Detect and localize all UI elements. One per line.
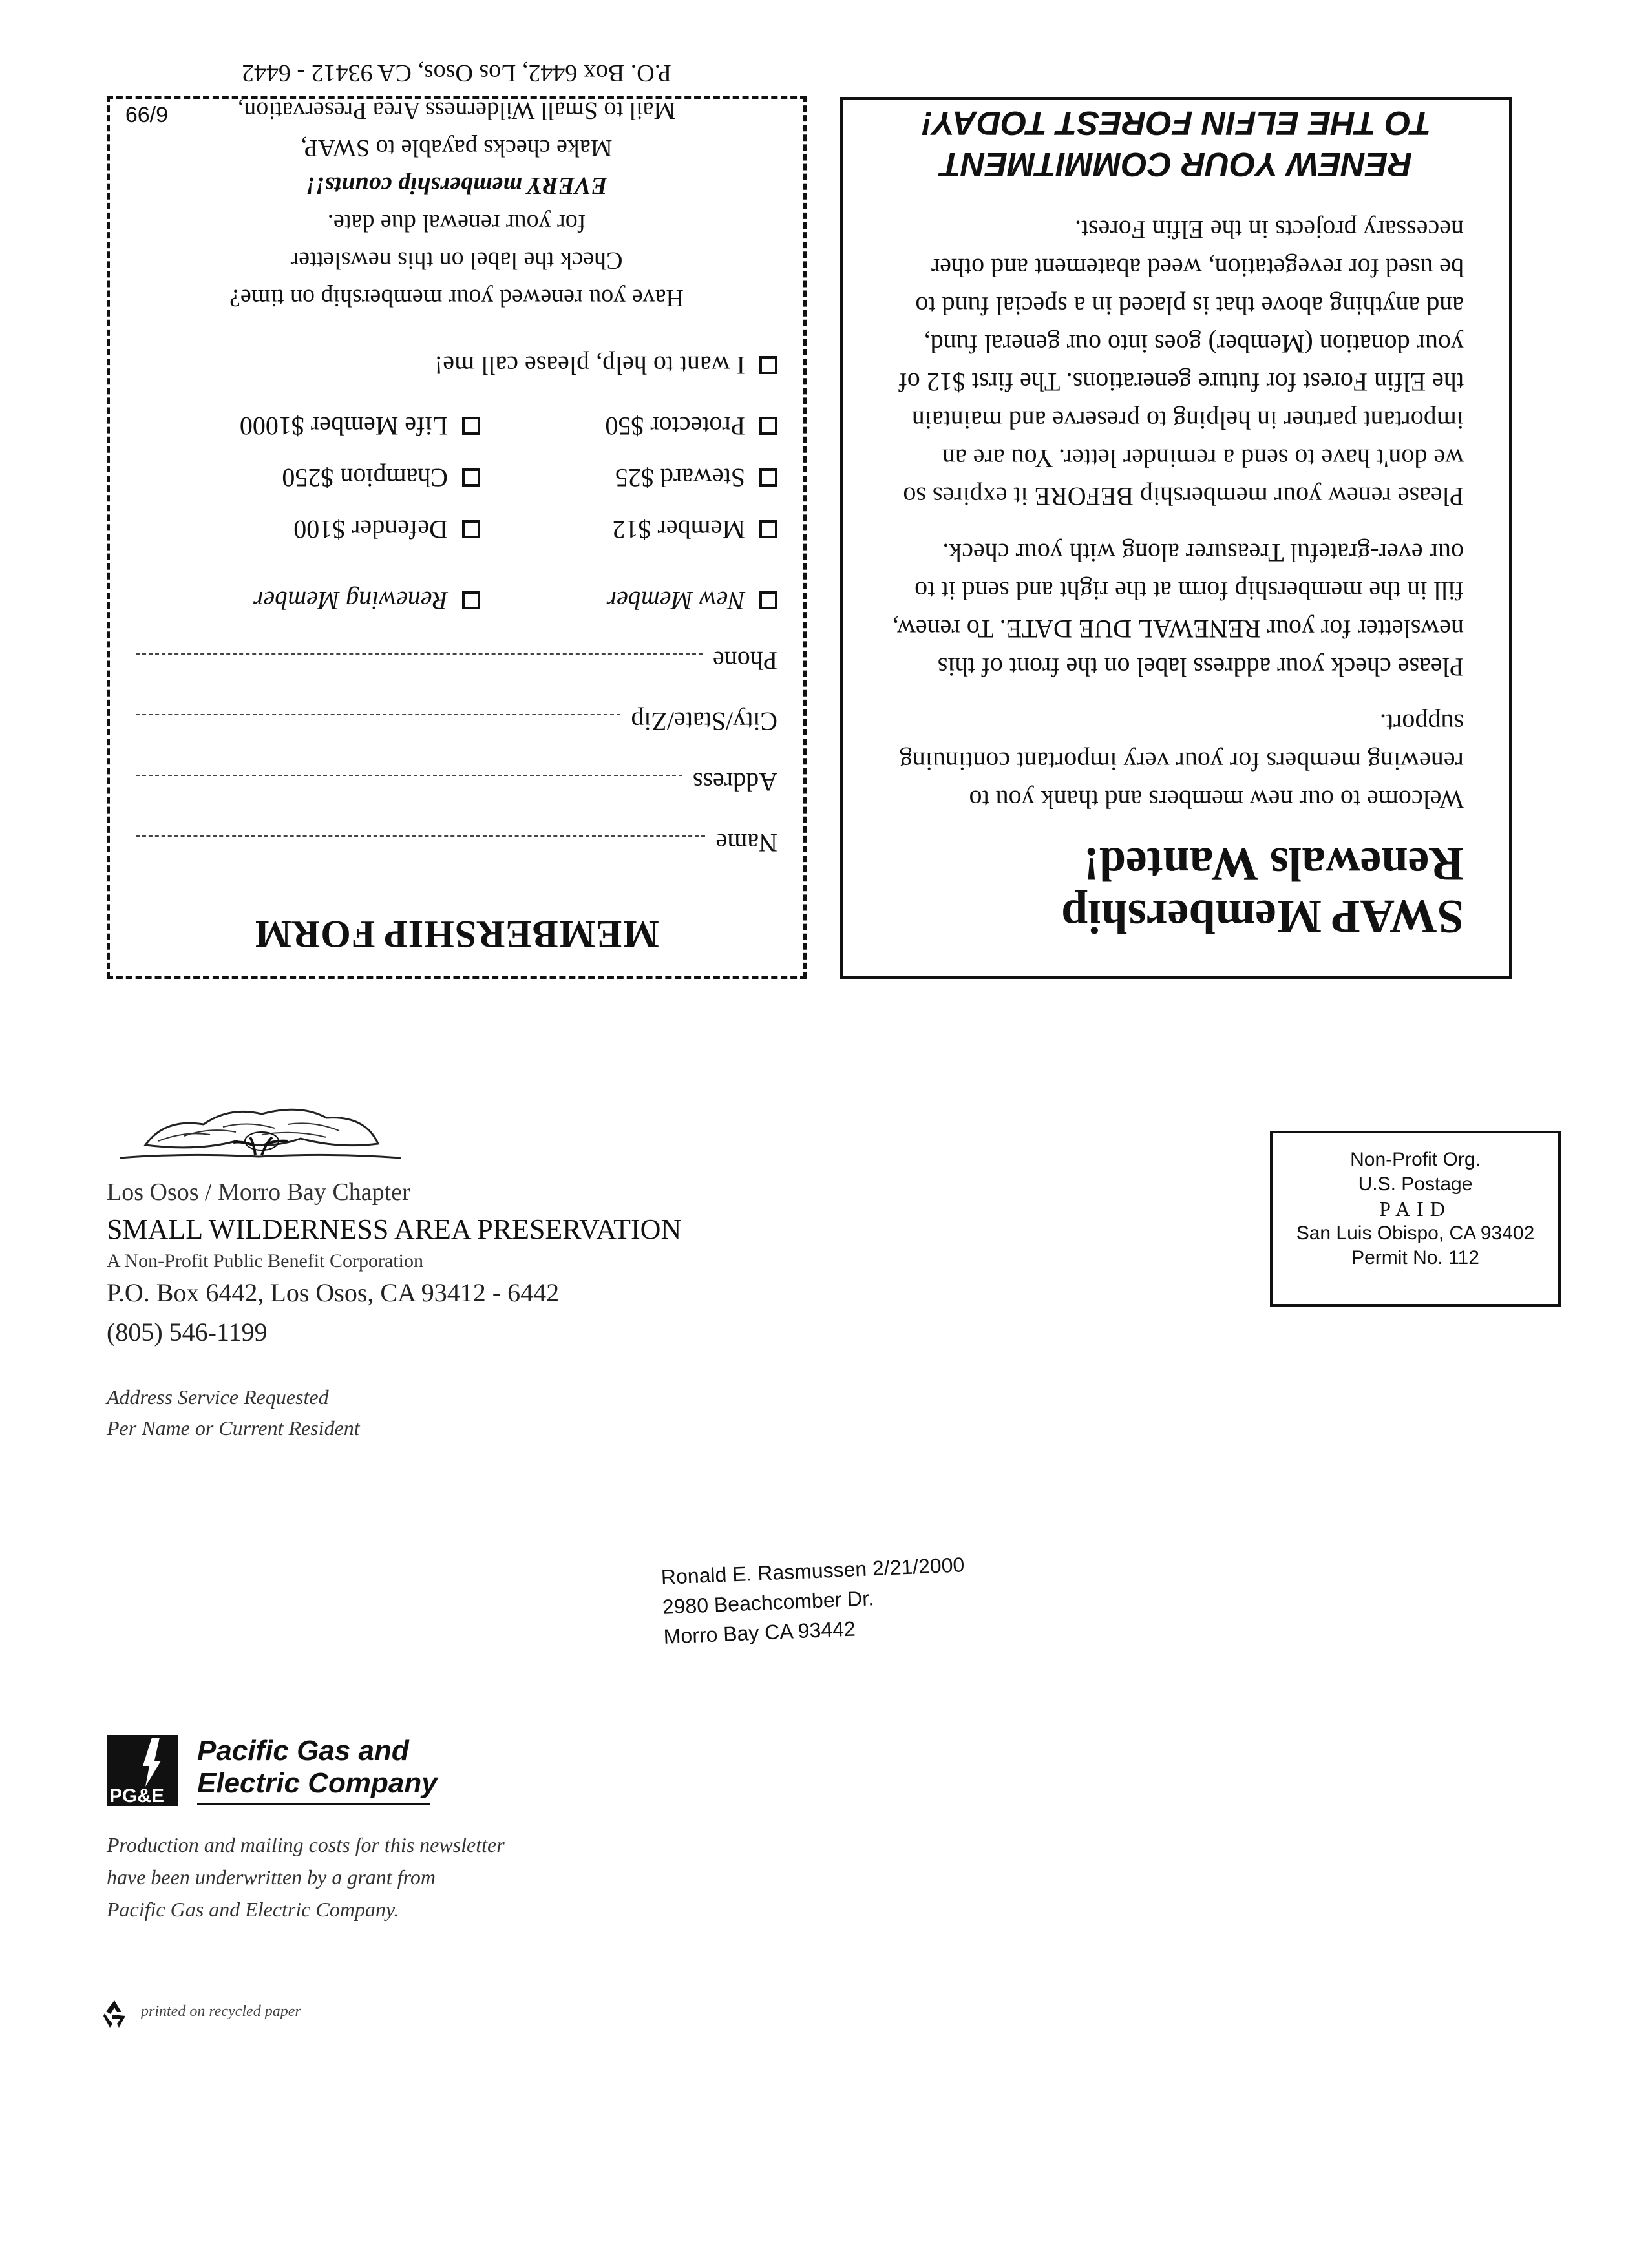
- sponsor-name-line2: Electric Company: [197, 1767, 438, 1799]
- note-line: Check the label on this newsletter: [290, 247, 623, 274]
- steward-level-checkbox[interactable]: Steward $25: [480, 458, 777, 497]
- renewing-member-checkbox[interactable]: Renewing Member: [183, 581, 480, 620]
- checkbox-icon: [462, 468, 480, 487]
- recipient-address-label: [660, 1549, 967, 1652]
- pge-logo-text: PG&E: [109, 1785, 165, 1806]
- name-field[interactable]: [136, 828, 777, 888]
- postage-line: San Luis Obispo, CA 93402: [1296, 1223, 1535, 1244]
- renewal-title-line1: SWAP Membership: [1061, 890, 1464, 943]
- note-line: for your renewal due date.: [327, 209, 586, 236]
- address-field-label: Address: [692, 768, 777, 797]
- sponsor-divider: [197, 1803, 430, 1805]
- help-checkbox[interactable]: I want to help, please call me!: [136, 350, 777, 381]
- city-state-zip-label: City/State/Zip: [631, 707, 777, 736]
- recycle-icon: [97, 1997, 132, 2032]
- postage-line: Non-Profit Org.: [1350, 1149, 1481, 1170]
- checkbox-icon: [759, 591, 777, 609]
- credit-line: have been underwritten by a grant from: [107, 1865, 436, 1889]
- renew-callout-line2: TO THE ELFIN FOREST TODAY!: [921, 104, 1431, 142]
- organization-phone: (805) 546-1199: [107, 1318, 268, 1347]
- postage-line: U.S. Postage: [1358, 1173, 1473, 1195]
- credit-line: Pacific Gas and Electric Company.: [107, 1898, 399, 1921]
- level-row: [136, 458, 777, 497]
- member-type-row: [136, 581, 777, 620]
- city-state-zip-field[interactable]: [136, 706, 777, 767]
- organization-type: A Non-Profit Public Benefit Corporation: [107, 1250, 423, 1272]
- pge-logo-icon: [107, 1735, 178, 1806]
- recipient-city: Morro Bay CA 93442: [663, 1617, 856, 1648]
- sponsor-name-line1: Pacific Gas and: [197, 1735, 409, 1767]
- note-line: Mail to Small Wilderness Area Preservation,: [237, 97, 676, 124]
- phone-field-label: Phone: [713, 646, 777, 675]
- checkbox-icon: [759, 520, 777, 538]
- postage-permit: Permit No. 112: [1351, 1247, 1479, 1268]
- recycled-paper-note: printed on recycled paper: [141, 2003, 301, 2020]
- checkbox-icon: [759, 357, 777, 375]
- checkbox-icon: [462, 591, 480, 609]
- renewal-paragraph: Please renew your membership BEFORE it expires so we don't have to send a reminder letter. You are an important partner in helping to preserve and maintain the Elfin Forest for future generations. The first $12 of your donation (Member) goes into our general fund, and anything above that is placed in a special fund to be used for revegetation, weed abatement and other necessary projects in the Elfin Forest.: [898, 215, 1464, 512]
- postage-indicia: [1270, 1131, 1561, 1307]
- renew-callout-line1: RENEW YOUR COMMITMENT: [940, 145, 1412, 184]
- renewal-reminder-note: [136, 54, 777, 317]
- phone-field[interactable]: [136, 646, 777, 706]
- renewal-paragraph: Welcome to our new members and thank you to renewing members for your very important continuing support.: [899, 709, 1464, 815]
- postage-paid: PAID: [1379, 1197, 1452, 1221]
- renewal-notice-title: [889, 837, 1464, 942]
- address-field[interactable]: [136, 767, 777, 828]
- recipient-name: Ronald E. Rasmussen 2/21/2000: [660, 1553, 965, 1589]
- renewal-notice-box: [840, 97, 1512, 979]
- membership-form-title: MEMBERSHIP FORM: [254, 913, 659, 956]
- membership-form-cutout: [107, 59, 807, 979]
- name-field-label: Name: [715, 828, 777, 857]
- form-id-label: 66/9: [125, 103, 169, 127]
- champion-level-checkbox[interactable]: Champion $250: [183, 458, 480, 497]
- checkbox-icon: [462, 520, 480, 538]
- life-member-level-checkbox[interactable]: Life Member $1000: [183, 406, 480, 445]
- member-level-checkbox[interactable]: Member $12: [480, 510, 777, 549]
- current-resident-line: Per Name or Current Resident: [107, 1416, 360, 1440]
- renewal-title-line2: Renewals Wanted!: [1083, 837, 1464, 890]
- chapter-name: Los Osos / Morro Bay Chapter: [107, 1179, 410, 1206]
- defender-level-checkbox[interactable]: Defender $100: [183, 510, 480, 549]
- oak-tree-logo: [107, 1098, 410, 1170]
- renewal-paragraph: Please check your address label on the front of this newsletter for your RENEWAL DUE DATE. To renew, fill in the membership form at the right and send it to our ever-grateful Treasurer along with your check.: [892, 538, 1464, 682]
- new-member-checkbox[interactable]: New Member: [480, 581, 777, 620]
- checkbox-icon: [462, 417, 480, 435]
- underwriting-credit: [107, 1829, 505, 1926]
- level-row: [136, 406, 777, 445]
- address-service-requested: Address Service Requested: [107, 1385, 329, 1409]
- note-line: P.O. Box 6442, Los Osos, CA 93412 - 6442: [241, 59, 672, 87]
- renew-commitment-callout: [889, 102, 1464, 185]
- checkbox-icon: [759, 417, 777, 435]
- credit-line: Production and mailing costs for this newsletter: [107, 1833, 505, 1856]
- organization-name: SMALL WILDERNESS AREA PRESERVATION: [107, 1213, 682, 1245]
- sponsor-name: [197, 1735, 438, 1800]
- checkbox-icon: [759, 468, 777, 487]
- note-line: Have you renewed your membership on time?: [229, 284, 684, 311]
- recipient-street: 2980 Beachcomber Dr.: [662, 1586, 874, 1619]
- note-line: EVERY membership counts!!: [306, 172, 607, 199]
- level-row: [136, 510, 777, 549]
- note-line: Make checks payable to SWAP,: [301, 134, 613, 162]
- organization-address: P.O. Box 6442, Los Osos, CA 93412 - 6442: [107, 1278, 560, 1307]
- protector-level-checkbox[interactable]: Protector $50: [480, 406, 777, 445]
